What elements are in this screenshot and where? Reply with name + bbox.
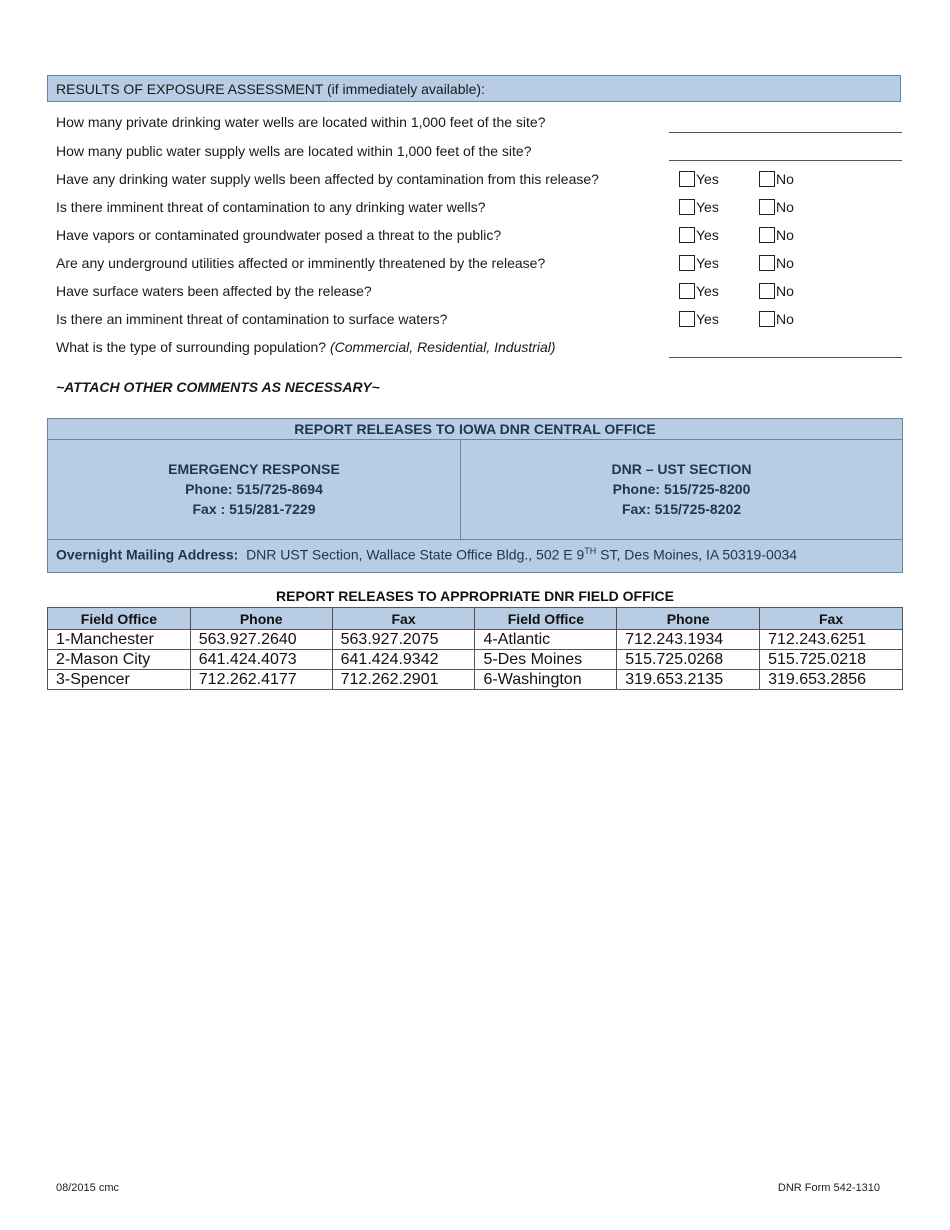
table-cell: 5-Des Moines: [475, 650, 617, 670]
yes-option-wells-affected[interactable]: [679, 171, 719, 187]
emergency-response-name: EMERGENCY RESPONSE: [168, 461, 340, 477]
question-imminent-threat-wells: Is there imminent threat of contamination to any drinking water wells?: [56, 199, 486, 215]
checkbox[interactable]: [679, 283, 695, 299]
no-option-imminent-threat-wells[interactable]: [759, 199, 794, 215]
ust-section-contact: [461, 459, 902, 519]
yes-label: Yes: [696, 311, 719, 327]
checkbox[interactable]: [759, 311, 775, 327]
yes-option-vapors-threat[interactable]: [679, 227, 719, 243]
table-cell: 712.243.6251: [760, 630, 903, 650]
ust-section-fax: Fax: 515/725-8202: [621, 501, 742, 517]
central-office-separator: [48, 539, 902, 540]
question-private-wells: How many private drinking water wells are located within 1,000 feet of the site?: [56, 114, 546, 130]
yes-label: Yes: [696, 171, 719, 187]
no-option-wells-affected[interactable]: [759, 171, 794, 187]
checkbox[interactable]: [679, 311, 695, 327]
question-wells-affected: Have any drinking water supply wells been affected by contamination from this release?: [56, 171, 599, 187]
answer-line-population-type[interactable]: [669, 357, 902, 358]
table-cell: 319.653.2135: [617, 670, 760, 690]
table-row: [48, 670, 903, 690]
field-office-table: [47, 607, 903, 690]
yes-option-surface-waters-affected[interactable]: [679, 283, 719, 299]
yes-label: Yes: [696, 227, 719, 243]
no-label: No: [776, 255, 794, 271]
mailing-address-superscript: TH: [584, 546, 597, 556]
no-label: No: [776, 199, 794, 215]
table-cell: 712.243.1934: [617, 630, 760, 650]
central-office-title: REPORT RELEASES TO IOWA DNR CENTRAL OFFICE: [48, 419, 902, 440]
no-option-surface-waters-threat[interactable]: [759, 311, 794, 327]
no-option-utilities-affected[interactable]: [759, 255, 794, 271]
no-option-surface-waters-affected[interactable]: [759, 283, 794, 299]
table-cell: 319.653.2856: [760, 670, 903, 690]
question-utilities-affected: Are any underground utilities affected or imminently threatened by the release?: [56, 255, 546, 271]
header-phone-2: Phone: [617, 608, 760, 630]
ust-section-name: DNR – UST SECTION: [611, 461, 752, 477]
emergency-response-phone: Phone: 515/725-8694: [185, 481, 323, 497]
table-cell: 3-Spencer: [48, 670, 191, 690]
table-cell: 712.262.2901: [332, 670, 475, 690]
table-cell: 712.262.4177: [190, 670, 332, 690]
header-fax-1: Fax: [332, 608, 475, 630]
footer-form-number: DNR Form 542-1310: [777, 1182, 880, 1194]
table-cell: 563.927.2640: [190, 630, 332, 650]
table-cell: 641.424.9342: [332, 650, 475, 670]
mailing-address-label: Overnight Mailing Address:: [56, 546, 239, 563]
yes-option-utilities-affected[interactable]: [679, 255, 719, 271]
no-option-vapors-threat[interactable]: [759, 227, 794, 243]
question-vapors-threat: Have vapors or contaminated groundwater posed a threat to the public?: [56, 227, 502, 243]
table-row: [48, 650, 903, 670]
no-label: No: [776, 283, 794, 299]
yes-option-imminent-threat-wells[interactable]: [679, 199, 719, 215]
yes-label: Yes: [696, 255, 719, 271]
central-office-box: [47, 418, 903, 573]
checkbox[interactable]: [759, 227, 775, 243]
table-cell: 641.424.4073: [190, 650, 332, 670]
question-surface-waters-affected: Have surface waters been affected by the release?: [56, 283, 372, 299]
question-public-wells: How many public water supply wells are located within 1,000 feet of the site?: [56, 143, 532, 159]
table-cell: 563.927.2075: [332, 630, 475, 650]
mailing-address-text-pre: DNR UST Section, Wallace State Office Bldg., 502 E 9: [246, 546, 585, 563]
yes-label: Yes: [696, 199, 719, 215]
table-cell: 6-Washington: [475, 670, 617, 690]
no-label: No: [776, 171, 794, 187]
question-surface-waters-threat: Is there an imminent threat of contamination to surface waters?: [56, 311, 448, 327]
header-field-office-2: Field Office: [475, 608, 617, 630]
no-label: No: [776, 311, 794, 327]
checkbox[interactable]: [679, 255, 695, 271]
ust-section-phone: Phone: 515/725-8200: [612, 481, 751, 497]
checkbox[interactable]: [679, 199, 695, 215]
header-fax-2: Fax: [760, 608, 903, 630]
emergency-response-contact: [48, 459, 460, 519]
table-cell: 515.725.0218: [760, 650, 903, 670]
population-question-hint: (Commercial, Residential, Industrial): [329, 339, 556, 355]
header-phone-1: Phone: [190, 608, 332, 630]
checkbox[interactable]: [679, 227, 695, 243]
exposure-assessment-header: RESULTS OF EXPOSURE ASSESSMENT (if immediately available):: [47, 75, 901, 102]
question-population-type: [56, 339, 556, 355]
checkbox[interactable]: [759, 255, 775, 271]
yes-option-surface-waters-threat[interactable]: [679, 311, 719, 327]
no-label: No: [776, 227, 794, 243]
table-header-row: [48, 608, 903, 630]
table-cell: 515.725.0268: [617, 650, 760, 670]
mailing-address-text-post: ST, Des Moines, IA 50319-0034: [596, 546, 798, 563]
population-question-text: What is the type of surrounding population?: [56, 339, 327, 355]
yes-label: Yes: [696, 283, 719, 299]
checkbox[interactable]: [759, 171, 775, 187]
table-row: [48, 630, 903, 650]
attach-comments-note: ~ATTACH OTHER COMMENTS AS NECESSARY~: [56, 379, 380, 395]
table-cell: 1-Manchester: [48, 630, 191, 650]
table-cell: 2-Mason City: [48, 650, 191, 670]
checkbox[interactable]: [679, 171, 695, 187]
footer-date-code: 08/2015 cmc: [56, 1182, 119, 1194]
field-office-title: REPORT RELEASES TO APPROPRIATE DNR FIELD OFFICE: [276, 588, 674, 604]
answer-line-private-wells[interactable]: [669, 132, 902, 133]
answer-line-public-wells[interactable]: [669, 160, 902, 161]
checkbox[interactable]: [759, 199, 775, 215]
table-cell: 4-Atlantic: [475, 630, 617, 650]
overnight-mailing-address: [56, 546, 797, 563]
header-field-office-1: Field Office: [48, 608, 191, 630]
checkbox[interactable]: [759, 283, 775, 299]
emergency-response-fax: Fax : 515/281-7229: [192, 501, 316, 517]
